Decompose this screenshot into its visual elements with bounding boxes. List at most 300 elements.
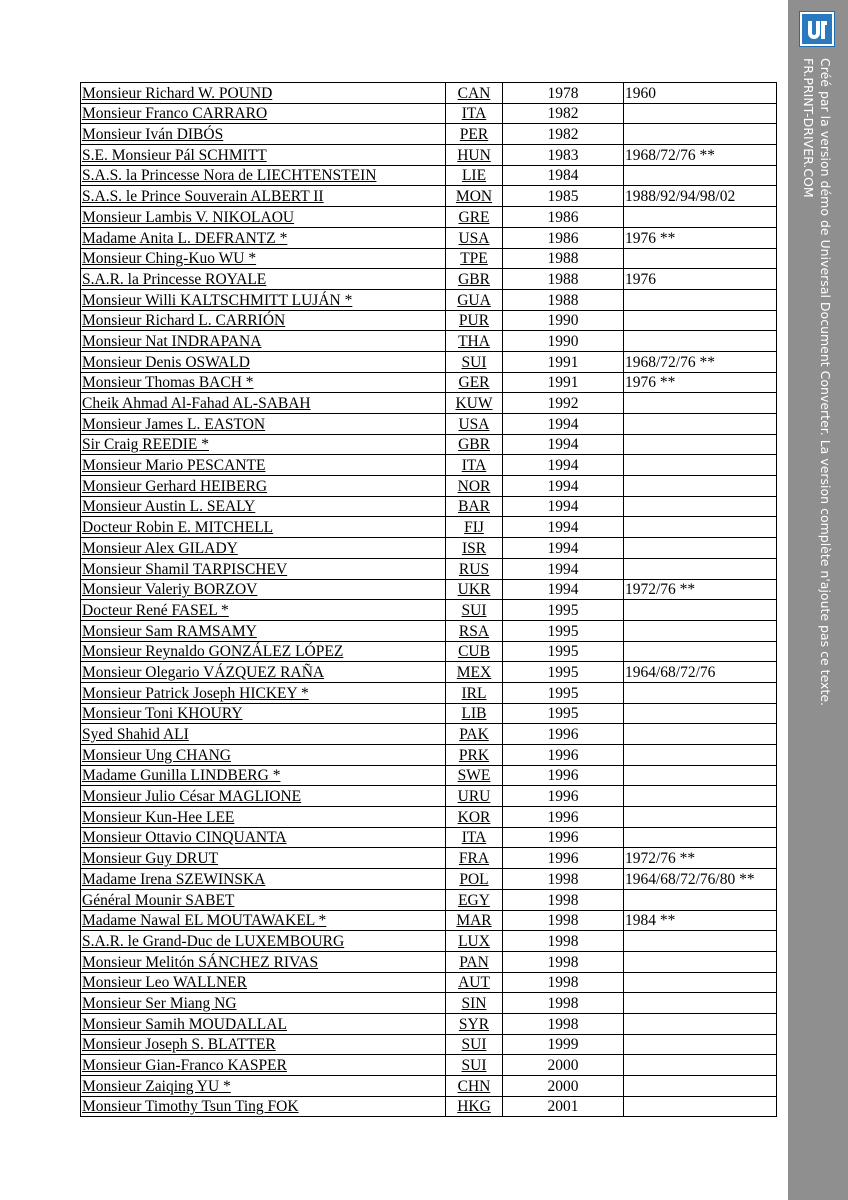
table-row [81, 496, 777, 517]
table-row [81, 351, 777, 372]
year-cell [503, 641, 624, 662]
code-cell [446, 1034, 503, 1055]
year-cell-text: 1995 [547, 643, 579, 661]
year-cell [503, 910, 624, 931]
name-cell-text: Madame Anita L. DEFRANTZ * [82, 229, 288, 247]
games-cell [624, 269, 777, 290]
name-cell [81, 931, 446, 952]
name-cell-text: Docteur Robin E. MITCHELL [82, 519, 274, 537]
year-cell-text: 1996 [547, 746, 579, 764]
watermark-line-2: FR.PRINT-DRIVER.COM [801, 58, 816, 198]
code-cell [446, 207, 503, 228]
table-row [81, 724, 777, 745]
name-cell-text: Monsieur Kun-Hee LEE [82, 808, 235, 826]
code-cell [446, 186, 503, 207]
year-cell [503, 827, 624, 848]
year-cell [503, 662, 624, 683]
year-cell [503, 227, 624, 248]
name-cell [81, 103, 446, 124]
year-cell [503, 972, 624, 993]
code-cell-text: MON [455, 188, 493, 206]
name-cell [81, 1076, 446, 1097]
games-cell [624, 538, 777, 559]
year-cell-text: 1998 [547, 870, 579, 888]
year-cell-text: 1998 [547, 953, 579, 971]
table-row [81, 558, 777, 579]
name-cell [81, 248, 446, 269]
year-cell-text: 1998 [547, 932, 579, 950]
games-cell [624, 703, 777, 724]
code-cell [446, 682, 503, 703]
year-cell-text: 1996 [547, 726, 579, 743]
name-cell-text: S.A.S. le Prince Souverain ALBERT II [82, 188, 324, 206]
code-cell-text: BAR [458, 498, 490, 516]
table-row [81, 83, 777, 104]
code-cell-text: USA [458, 229, 490, 247]
code-cell [446, 869, 503, 890]
name-cell [81, 765, 446, 786]
games-cell [624, 289, 777, 310]
code-cell [446, 972, 503, 993]
year-cell [503, 83, 624, 104]
name-cell-text: Monsieur Alex GILADY [82, 539, 238, 557]
code-cell-text: EGY [458, 891, 490, 909]
name-cell-text: Monsieur Ottavio CINQUANTA [82, 829, 287, 847]
games-cell [624, 931, 777, 952]
year-cell-text: 2000 [547, 1057, 579, 1074]
name-cell-text: Monsieur Shamil TARPISCHEV [82, 560, 288, 578]
code-cell [446, 662, 503, 683]
name-cell [81, 807, 446, 828]
year-cell [503, 434, 624, 455]
code-cell-text: AUT [458, 974, 490, 992]
name-cell-text: Monsieur Ser Miang NG [82, 994, 237, 1012]
year-cell [503, 620, 624, 641]
name-cell-text: Monsieur Ching-Kuo WU * [82, 250, 257, 268]
table-row [81, 248, 777, 269]
table-row [81, 827, 777, 848]
year-cell-text: 1999 [547, 1036, 579, 1054]
code-cell-text: RSA [458, 622, 490, 640]
table-row [81, 993, 777, 1014]
year-cell [503, 517, 624, 538]
code-cell [446, 1013, 503, 1034]
code-cell-text: ITA [461, 457, 487, 475]
code-cell-text: SIN [461, 994, 487, 1012]
table-row [81, 1055, 777, 1076]
name-cell [81, 145, 446, 166]
games-cell [624, 434, 777, 455]
games-cell-text: 1964/68/72/76/80 ** [625, 870, 755, 888]
games-cell-text: 1976 ** [625, 374, 676, 392]
watermark-line-1: Créé par la version démo de Universal Document Converter. La version complète n'ajoute pas ce texte. [818, 58, 833, 707]
table-row [81, 186, 777, 207]
games-cell [624, 517, 777, 538]
code-cell [446, 848, 503, 869]
name-cell [81, 951, 446, 972]
games-cell [624, 662, 777, 683]
name-cell-text: Madame Gunilla LINDBERG * [82, 767, 281, 785]
code-cell [446, 889, 503, 910]
table-row [81, 207, 777, 228]
year-cell [503, 786, 624, 807]
name-cell-text: Monsieur Gian-Franco KASPER [82, 1057, 287, 1074]
code-cell [446, 310, 503, 331]
games-cell [624, 372, 777, 393]
games-cell [624, 745, 777, 766]
year-cell [503, 848, 624, 869]
games-cell [624, 1096, 777, 1117]
table-row [81, 1034, 777, 1055]
year-cell [503, 951, 624, 972]
games-cell [624, 869, 777, 890]
year-cell-text: 1994 [547, 498, 579, 516]
name-cell [81, 827, 446, 848]
year-cell-text: 1994 [547, 457, 579, 475]
code-cell-text: PRK [458, 746, 490, 764]
games-cell [624, 641, 777, 662]
name-cell-text: Monsieur Samih MOUDALLAL [82, 1015, 287, 1033]
name-cell [81, 269, 446, 290]
games-cell [624, 972, 777, 993]
year-cell-text: 1994 [547, 519, 579, 537]
year-cell-text: 1996 [547, 788, 579, 806]
code-cell-text: GER [458, 374, 490, 392]
table-row [81, 807, 777, 828]
name-cell-text: Madame Nawal EL MOUTAWAKEL * [82, 912, 327, 930]
year-cell [503, 165, 624, 186]
games-cell [624, 476, 777, 497]
table-row [81, 289, 777, 310]
table-row [81, 662, 777, 683]
name-cell-text: Cheik Ahmad Al-Fahad AL-SABAH [82, 395, 311, 412]
name-cell-text: Monsieur Guy DRUT [82, 850, 219, 868]
code-cell [446, 1096, 503, 1117]
year-cell [503, 269, 624, 290]
code-cell-text: LUX [458, 932, 490, 950]
name-cell [81, 351, 446, 372]
udc-logo-icon [799, 11, 835, 47]
name-cell-text: Monsieur Franco CARRARO [82, 105, 268, 123]
name-cell [81, 310, 446, 331]
table-row [81, 538, 777, 559]
year-cell-text: 1996 [547, 808, 579, 826]
year-cell [503, 103, 624, 124]
code-cell-text: CUB [458, 643, 490, 661]
year-cell-text: 1994 [547, 436, 579, 454]
games-cell-text: 1968/72/76 ** [625, 353, 715, 371]
code-cell [446, 786, 503, 807]
table-row [81, 103, 777, 124]
games-cell [624, 1013, 777, 1034]
year-cell-text: 1988 [547, 270, 579, 288]
year-cell [503, 745, 624, 766]
name-cell [81, 869, 446, 890]
members-table-body [81, 83, 777, 1117]
name-cell [81, 289, 446, 310]
code-cell-text: HUN [457, 146, 491, 164]
year-cell [503, 889, 624, 910]
table-row [81, 600, 777, 621]
games-cell [624, 848, 777, 869]
year-cell-text: 1991 [547, 353, 579, 371]
table-row [81, 848, 777, 869]
code-cell [446, 248, 503, 269]
code-cell [446, 145, 503, 166]
year-cell-text: 1996 [547, 829, 579, 847]
name-cell [81, 1096, 446, 1117]
year-cell-text: 1995 [547, 705, 579, 723]
name-cell [81, 227, 446, 248]
name-cell-text: Monsieur Reynaldo GONZÁLEZ LÓPEZ [82, 643, 344, 661]
name-cell-text: Monsieur Lambis V. NIKOLAOU [82, 208, 295, 226]
year-cell [503, 124, 624, 145]
name-cell [81, 393, 446, 414]
year-cell [503, 393, 624, 414]
code-cell-text: TPE [460, 250, 488, 268]
year-cell-text: 2000 [547, 1077, 579, 1095]
year-cell-text: 1996 [547, 767, 579, 785]
games-cell [624, 1034, 777, 1055]
code-cell-text: ITA [461, 829, 487, 847]
year-cell-text: 1986 [547, 208, 579, 226]
name-cell [81, 434, 446, 455]
year-cell-text: 1990 [547, 332, 579, 350]
name-cell-text: Monsieur Timothy Tsun Ting FOK [82, 1098, 299, 1116]
year-cell [503, 207, 624, 228]
games-cell [624, 910, 777, 931]
code-cell [446, 579, 503, 600]
name-cell [81, 993, 446, 1014]
name-cell [81, 1013, 446, 1034]
name-cell-text: Monsieur Richard L. CARRIÓN [82, 312, 286, 330]
year-cell [503, 600, 624, 621]
table-row [81, 889, 777, 910]
games-cell [624, 620, 777, 641]
year-cell-text: 1996 [547, 850, 579, 868]
table-row [81, 641, 777, 662]
name-cell [81, 165, 446, 186]
code-cell [446, 434, 503, 455]
year-cell [503, 1013, 624, 1034]
year-cell [503, 993, 624, 1014]
name-cell-text: Monsieur Nat INDRAPANA [82, 332, 262, 350]
code-cell [446, 931, 503, 952]
code-cell [446, 517, 503, 538]
games-cell-text: 1984 ** [625, 912, 676, 930]
code-cell [446, 724, 503, 745]
name-cell [81, 972, 446, 993]
code-cell [446, 993, 503, 1014]
games-cell [624, 165, 777, 186]
name-cell-text: Monsieur Patrick Joseph HICKEY * [82, 684, 309, 702]
code-cell [446, 827, 503, 848]
code-cell-text: PUR [458, 312, 490, 330]
code-cell-text: MAR [456, 912, 492, 930]
table-row [81, 310, 777, 331]
year-cell-text: 1984 [547, 167, 579, 185]
year-cell [503, 1055, 624, 1076]
code-cell [446, 351, 503, 372]
code-cell-text: THA [458, 332, 490, 350]
year-cell [503, 476, 624, 497]
table-row [81, 227, 777, 248]
code-cell [446, 745, 503, 766]
year-cell-text: 1990 [547, 312, 579, 330]
year-cell [503, 579, 624, 600]
name-cell [81, 662, 446, 683]
games-cell-text: 1976 ** [625, 229, 676, 247]
name-cell-text: Monsieur Melitón SÁNCHEZ RIVAS [82, 953, 319, 971]
code-cell [446, 289, 503, 310]
name-cell-text: S.A.S. la Princesse Nora de LIECHTENSTEIN [82, 167, 377, 185]
code-cell-text: CAN [457, 84, 491, 102]
code-cell [446, 765, 503, 786]
table-row [81, 620, 777, 641]
name-cell [81, 517, 446, 538]
code-cell-text: GBR [458, 270, 490, 288]
name-cell-text: Monsieur Sam RAMSAMY [82, 622, 257, 640]
name-cell [81, 848, 446, 869]
games-cell [624, 951, 777, 972]
table-row [81, 951, 777, 972]
code-cell-text: UKR [457, 581, 491, 599]
code-cell-text: SUI [461, 353, 487, 371]
year-cell-text: 1992 [547, 395, 579, 412]
name-cell-text: S.A.R. le Grand-Duc de LUXEMBOURG [82, 932, 345, 950]
name-cell-text: S.E. Monsieur Pál SCHMITT [82, 146, 267, 164]
games-cell [624, 889, 777, 910]
code-cell [446, 600, 503, 621]
code-cell-text: PAN [459, 953, 489, 971]
games-cell [624, 207, 777, 228]
games-cell [624, 786, 777, 807]
code-cell [446, 476, 503, 497]
year-cell [503, 931, 624, 952]
name-cell-text: Sir Craig REEDIE * [82, 436, 209, 454]
games-cell [624, 558, 777, 579]
year-cell-text: 1998 [547, 891, 579, 909]
name-cell-text: Monsieur Denis OSWALD [82, 353, 250, 371]
code-cell [446, 910, 503, 931]
code-cell [446, 1055, 503, 1076]
games-cell [624, 124, 777, 145]
name-cell-text: Syed Shahid ALI [82, 726, 189, 743]
name-cell-text: Monsieur Zaiqing YU * [82, 1077, 231, 1095]
name-cell-text: Monsieur Austin L. SEALY [82, 498, 256, 516]
code-cell [446, 269, 503, 290]
name-cell-text: Monsieur Richard W. POUND [82, 84, 273, 102]
games-cell-text: 1988/92/94/98/02 [625, 188, 736, 206]
table-row [81, 145, 777, 166]
code-cell-text: GBR [458, 436, 490, 454]
games-cell [624, 807, 777, 828]
code-cell [446, 414, 503, 435]
games-cell [624, 248, 777, 269]
year-cell [503, 289, 624, 310]
code-cell-text: KOR [457, 808, 491, 826]
year-cell-text: 1994 [547, 477, 579, 495]
year-cell [503, 186, 624, 207]
name-cell-text: Monsieur Toni KHOURY [82, 705, 243, 723]
name-cell [81, 1034, 446, 1055]
table-row [81, 765, 777, 786]
name-cell [81, 372, 446, 393]
table-row [81, 393, 777, 414]
code-cell-text: SUI [461, 601, 487, 619]
name-cell-text: Monsieur Leo WALLNER [82, 974, 248, 992]
name-cell [81, 538, 446, 559]
table-row [81, 1013, 777, 1034]
year-cell [503, 724, 624, 745]
code-cell [446, 455, 503, 476]
year-cell-text: 1998 [547, 994, 579, 1012]
code-cell [446, 703, 503, 724]
code-cell-text: LIB [461, 705, 487, 723]
table-row [81, 931, 777, 952]
name-cell [81, 579, 446, 600]
year-cell [503, 331, 624, 352]
games-cell [624, 310, 777, 331]
games-cell [624, 414, 777, 435]
code-cell-text: SUI [461, 1036, 487, 1054]
table-row [81, 972, 777, 993]
name-cell-text: Monsieur Iván DIBÓS [82, 126, 224, 144]
year-cell [503, 372, 624, 393]
name-cell [81, 476, 446, 497]
name-cell-text: Monsieur Ung CHANG [82, 746, 231, 764]
year-cell [503, 351, 624, 372]
table-row [81, 124, 777, 145]
code-cell [446, 641, 503, 662]
code-cell-text: FRA [458, 850, 490, 868]
name-cell-text: Monsieur Thomas BACH * [82, 374, 254, 392]
year-cell-text: 1982 [547, 105, 579, 123]
code-cell-text: SUI [461, 1057, 487, 1074]
code-cell [446, 496, 503, 517]
year-cell-text: 1986 [547, 229, 579, 247]
year-cell-text: 1995 [547, 622, 579, 640]
year-cell [503, 682, 624, 703]
code-cell [446, 558, 503, 579]
name-cell-text: Monsieur James L. EASTON [82, 415, 266, 433]
name-cell [81, 1055, 446, 1076]
games-cell [624, 579, 777, 600]
name-cell [81, 124, 446, 145]
code-cell [446, 393, 503, 414]
games-cell [624, 83, 777, 104]
games-cell [624, 351, 777, 372]
year-cell-text: 1995 [547, 601, 579, 619]
games-cell [624, 765, 777, 786]
year-cell [503, 538, 624, 559]
games-cell [624, 145, 777, 166]
name-cell [81, 186, 446, 207]
name-cell [81, 703, 446, 724]
name-cell [81, 786, 446, 807]
games-cell-text: 1972/76 ** [625, 850, 696, 868]
code-cell [446, 331, 503, 352]
games-cell [624, 496, 777, 517]
year-cell-text: 1995 [547, 663, 579, 681]
name-cell-text: Monsieur Gerhard HEIBERG [82, 477, 268, 495]
table-row [81, 1076, 777, 1097]
table-row [81, 703, 777, 724]
year-cell-text: 1998 [547, 974, 579, 992]
year-cell-text: 1994 [547, 581, 579, 599]
code-cell [446, 951, 503, 972]
table-row [81, 269, 777, 290]
